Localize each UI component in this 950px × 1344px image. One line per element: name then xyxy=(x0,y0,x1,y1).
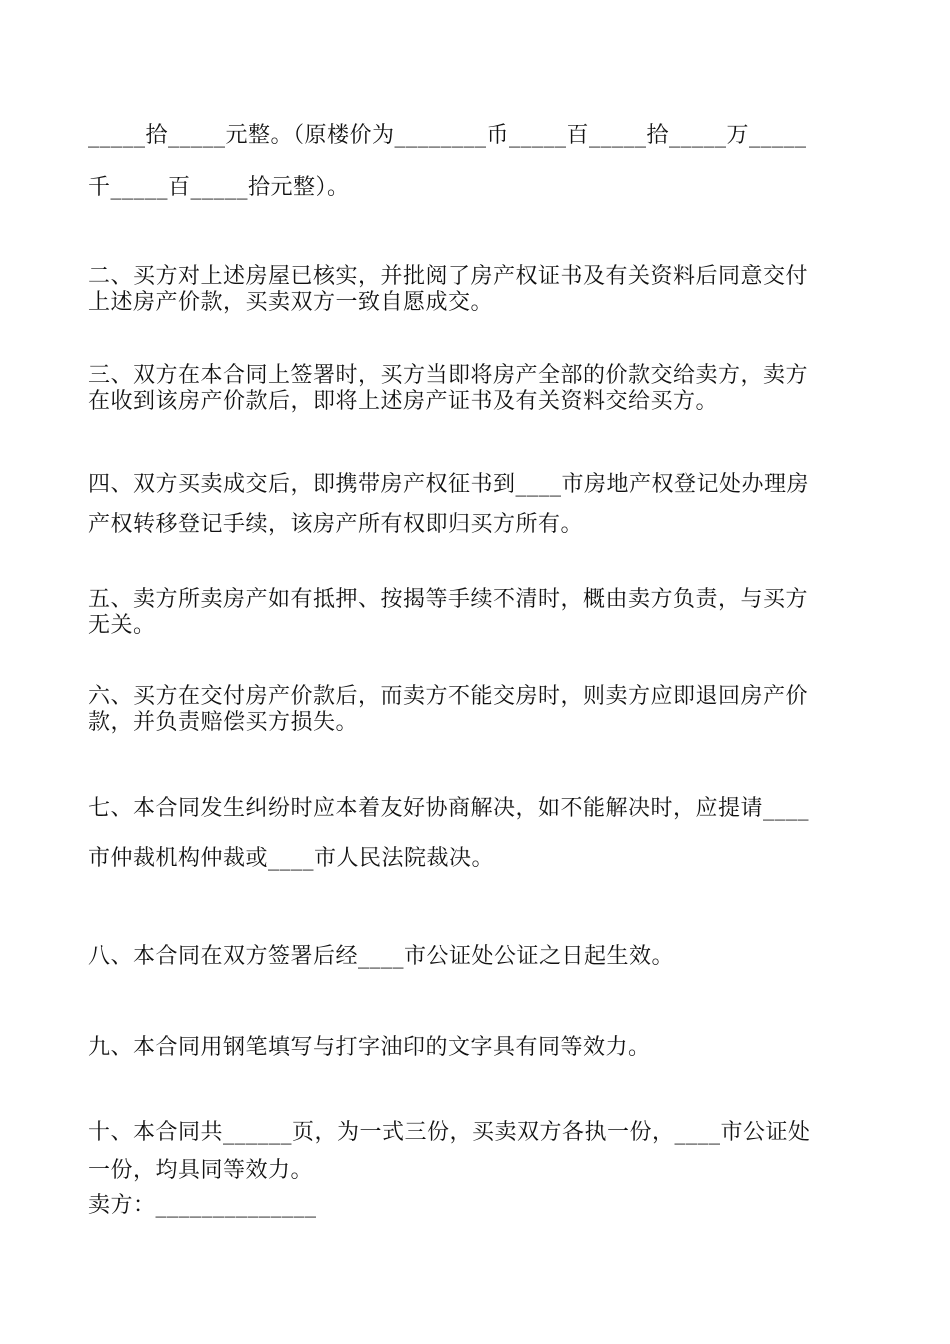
clause-5-line-1: 五、卖方所卖房产如有抵押、按揭等手续不清时，概由卖方负责，与买方 xyxy=(88,587,809,612)
price-clause-line-2: 千_____百_____拾元整）。 xyxy=(88,175,350,200)
clause-7-line-1: 七、本合同发生纠纷时应本着友好协商解决，如不能解决时，应提请____ xyxy=(88,796,810,821)
clause-6-line-2: 款，并负责赔偿买方损失。 xyxy=(88,710,359,735)
clause-10-line-2: 一份，均具同等效力。 xyxy=(88,1158,314,1183)
clause-10-line-1: 十、本合同共______页，为一式三份，买卖双方各执一份，____市公证处 xyxy=(88,1120,811,1145)
clause-7-line-2: 市仲裁机构仲裁或____市人民法院裁决。 xyxy=(88,846,495,871)
clause-9-line: 九、本合同用钢笔填写与打字油印的文字具有同等效力。 xyxy=(88,1035,651,1060)
clause-4-line-1: 四、双方买卖成交后，即携带房产权征书到____市房地产权登记处办理房 xyxy=(88,472,810,497)
clause-8-line: 八、本合同在双方签署后经____市公证处公证之日起生效。 xyxy=(88,944,675,969)
clause-6-line-1: 六、买方在交付房产价款后，而卖方不能交房时，则卖方应即退回房产价 xyxy=(88,684,809,709)
price-clause-line-1: _____拾_____元整。（原楼价为________币_____百_____拾_____万_____ xyxy=(88,123,807,148)
clause-5-line-2: 无关。 xyxy=(88,613,156,638)
seller-signature-line: 卖方：______________ xyxy=(88,1193,317,1218)
clause-2-line-1: 二、买方对上述房屋已核实，并批阅了房产权证书及有关资料后同意交付 xyxy=(88,264,809,289)
clause-4-line-2: 产权转移登记手续，该房产所有权即归买方所有。 xyxy=(88,512,584,537)
clause-3-line-1: 三、双方在本合同上签署时，买方当即将房产全部的价款交给卖方，卖方 xyxy=(88,363,809,388)
clause-2-line-2: 上述房产价款，买卖双方一致自愿成交。 xyxy=(88,290,494,315)
clause-3-line-2: 在收到该房产价款后，即将上述房产证书及有关资料交给买方。 xyxy=(88,389,719,414)
